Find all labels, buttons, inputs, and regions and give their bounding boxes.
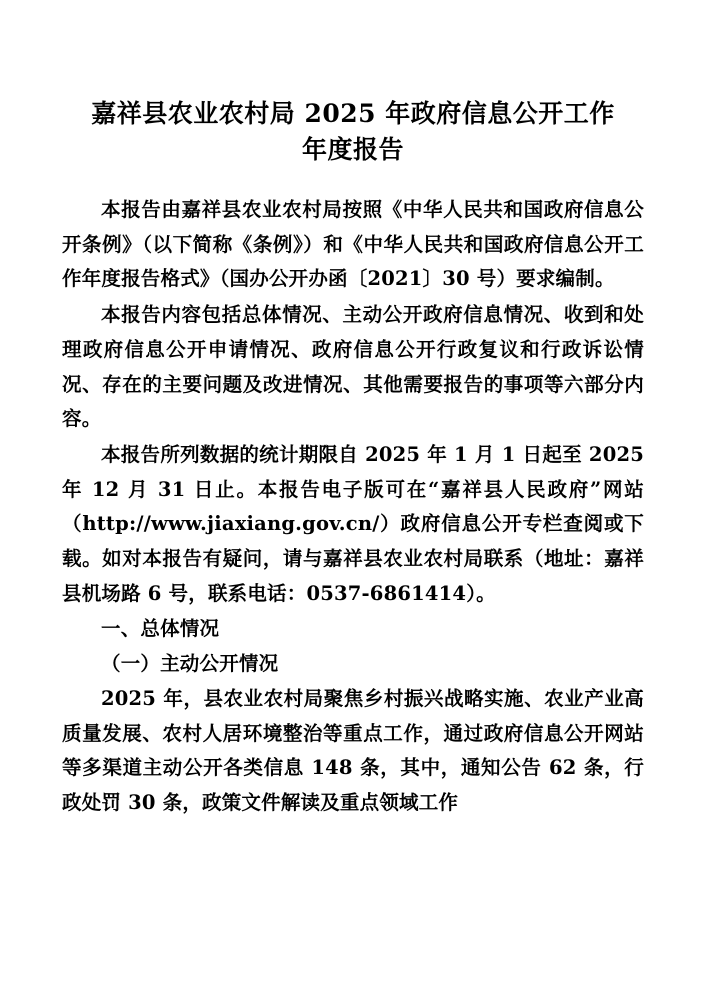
paragraph-proactive-disclosure-body: 2025 年，县农业农村局聚焦乡村振兴战略实施、农业产业高质量发展、农村人居环境整治等重点工作，通过政府信息公开网站等多渠道主动公开各类信息 148 条，其中，通知公告 62 条，行政处罚 30 条，政策文件解读及重点领域工作 — [62, 686, 644, 814]
paragraph-period: 本报告所列数据的统计期限自 2025 年 1 月 1 日起至 2025 年 12 月 31 日止。本报告电子版可在“嘉祥县人民政府”网站（http://www.jiaxiang.gov.cn/）政府信息公开专栏查阅或下载。如对本报告有疑问，请与嘉祥县农业农村局联系（地址：嘉祥县机场路 6 号，联系电话：0537-6861414）。 — [62, 442, 644, 605]
page-title: 嘉祥县农业农村局 2025 年政府信息公开工作年度报告 — [91, 99, 615, 164]
paragraph-basis: 本报告由嘉祥县农业农村局按照《中华人民共和国政府信息公开条例》（以下简称《条例》）和《中华人民共和国政府信息公开工作年度报告格式》（国办公开办函〔2021〕30 号）要求编制。 — [62, 198, 644, 291]
subsection-heading-proactive-disclosure: （一）主动公开情况 — [101, 652, 279, 676]
section-heading-overview: 一、总体情况 — [101, 617, 220, 641]
paragraph-contents: 本报告内容包括总体情况、主动公开政府信息情况、收到和处理政府信息公开申请情况、政府信息公开行政复议和行政诉讼情况、存在的主要问题及改进情况、其他需要报告的事项等六部分内容。 — [62, 303, 644, 431]
